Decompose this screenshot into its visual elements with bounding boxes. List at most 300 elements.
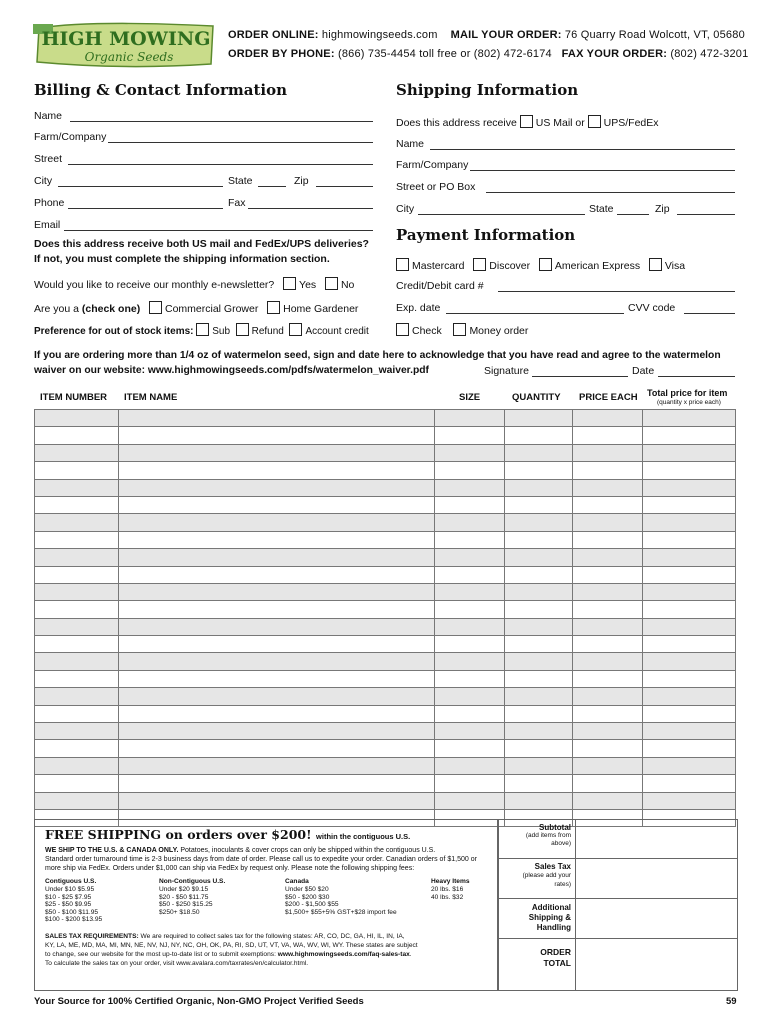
item-number-cell[interactable] [35, 705, 119, 722]
visa-label: Visa [664, 260, 686, 272]
item-number-cell[interactable] [35, 479, 119, 496]
free-shipping-heading [45, 826, 410, 844]
price-each-cell[interactable] [573, 514, 643, 531]
item-name-cell[interactable] [118, 670, 435, 687]
add-shipping-2: Shipping & [528, 913, 571, 922]
item-name-cell[interactable] [118, 410, 435, 427]
rate-row: $100 - $200 $13.95 [45, 916, 103, 924]
size-cell[interactable] [435, 444, 505, 461]
quantity-cell[interactable] [505, 549, 573, 566]
order-phone-value: (866) 735-4454 toll free or (802) 472-6174 [337, 48, 552, 60]
price-each-cell[interactable] [573, 549, 643, 566]
sales-tax-note-1: (please add your [522, 872, 571, 879]
high-mowing-logo [33, 18, 219, 70]
price-each-cell[interactable] [573, 462, 643, 479]
table-row [35, 601, 736, 618]
discover-checkbox[interactable] [473, 258, 486, 271]
table-row [35, 618, 736, 635]
ship-farm-label: Farm/Company [396, 159, 469, 171]
item-name-cell[interactable] [118, 531, 435, 548]
order-items-table [34, 409, 736, 827]
billing-farm-field[interactable] [108, 142, 373, 143]
price-each-cell[interactable] [573, 723, 643, 740]
size-cell[interactable] [435, 705, 505, 722]
discover-label: Discover [489, 260, 531, 272]
price-each-cell[interactable] [573, 618, 643, 635]
tax-line-3-text: to change, see our website for the most up-to-date list or to submit exemptions: [45, 951, 276, 958]
check-checkbox[interactable] [396, 323, 409, 336]
exp-date-field[interactable] [446, 313, 624, 314]
card-type-row [396, 258, 685, 272]
rate-row: $10 - $25 $7.95 [45, 893, 92, 901]
quantity-cell[interactable] [505, 792, 573, 809]
free-shipping-within: within the contiguous U.S. [316, 832, 411, 841]
money-order-label: Money order [469, 325, 529, 337]
table-row [35, 653, 736, 670]
total-price-cell[interactable] [643, 410, 736, 427]
table-row [35, 549, 736, 566]
billing-phone-label: Phone [34, 197, 65, 209]
ship-zip-field[interactable] [677, 214, 735, 215]
subtotal-cell [499, 823, 571, 848]
logo-line2: Organic Seeds [84, 50, 174, 64]
tax-line-2: KY, LA, ME, MD, MA, MI, MN, NE, NV, NJ, NY, NC, OH, OK, PA, RI, SD, UT, VT, VA, WA, WV, WI, WY. These states are subject [45, 942, 418, 949]
item-name-cell[interactable] [118, 601, 435, 618]
sub-label: Sub [212, 326, 231, 337]
size-cell[interactable] [435, 566, 505, 583]
quantity-cell[interactable] [505, 723, 573, 740]
billing-name-field[interactable] [70, 121, 373, 122]
us-mail-checkbox[interactable] [520, 115, 533, 128]
quantity-cell[interactable] [505, 670, 573, 687]
rate-row: $50 - $100 $11.95 [45, 908, 99, 916]
item-name-cell[interactable] [118, 688, 435, 705]
total-price-cell[interactable] [643, 636, 736, 653]
col-size: SIZE [459, 392, 481, 403]
total-price-cell[interactable] [643, 688, 736, 705]
newsletter-no-checkbox[interactable] [325, 277, 338, 290]
billing-farm-label: Farm/Company [34, 131, 107, 143]
table-row [35, 705, 736, 722]
free-shipping-title: FREE SHIPPING on orders over $200! [45, 827, 312, 842]
item-number-cell[interactable] [35, 688, 119, 705]
item-number-cell[interactable] [35, 723, 119, 740]
quantity-cell[interactable] [505, 636, 573, 653]
total-price-cell[interactable] [643, 670, 736, 687]
total-price-cell[interactable] [643, 444, 736, 461]
order-total-1: ORDER [540, 947, 571, 957]
rate-row: Under $10 $5.95 [45, 886, 95, 893]
item-name-cell[interactable] [118, 723, 435, 740]
item-number-cell[interactable] [35, 775, 119, 792]
table-row [35, 462, 736, 479]
item-name-cell[interactable] [118, 496, 435, 513]
quantity-cell[interactable] [505, 583, 573, 600]
total-price-cell[interactable] [643, 462, 736, 479]
waiver-date-field[interactable] [658, 376, 735, 377]
size-cell[interactable] [435, 653, 505, 670]
item-number-cell[interactable] [35, 496, 119, 513]
table-row [35, 688, 736, 705]
billing-name-label: Name [34, 110, 63, 122]
sales-tax-field[interactable] [577, 860, 735, 897]
billing-email-field[interactable] [64, 230, 373, 231]
total-price-cell[interactable] [643, 705, 736, 722]
total-price-cell[interactable] [643, 653, 736, 670]
ship-receive-row [396, 115, 659, 129]
quantity-cell[interactable] [505, 688, 573, 705]
noncontiguous-title: Non-Contiguous U.S. [159, 878, 226, 885]
ship-city-field[interactable] [418, 214, 585, 215]
ship-policy-line-3: more ship via FedEx. Orders under $1,000 can ship via FedEx by request only. Please note the following shipping fees: [45, 865, 415, 872]
item-name-cell[interactable] [118, 479, 435, 496]
size-cell[interactable] [435, 549, 505, 566]
order-total-2: TOTAL [543, 958, 571, 968]
item-name-cell[interactable] [118, 636, 435, 653]
size-cell[interactable] [435, 462, 505, 479]
billing-state-field[interactable] [258, 186, 286, 187]
price-each-cell[interactable] [573, 653, 643, 670]
add-shipping-field[interactable] [577, 900, 735, 937]
total-price-cell[interactable] [643, 740, 736, 757]
table-row [35, 757, 736, 774]
rate-row: $250+ $18.50 [159, 908, 200, 916]
col-item-name: ITEM NAME [124, 392, 178, 403]
subtotal-note-2: above) [551, 840, 571, 847]
billing-zip-field[interactable] [316, 186, 373, 187]
price-each-cell[interactable] [573, 583, 643, 600]
col-total: Total price for item [647, 388, 728, 398]
ups-fedex-label: UPS/FedEx [603, 117, 659, 129]
add-shipping-3: Handling [536, 923, 571, 932]
visa-checkbox[interactable] [649, 258, 662, 271]
total-price-cell[interactable] [643, 601, 736, 618]
quantity-cell[interactable] [505, 740, 573, 757]
card-number-field[interactable] [498, 291, 735, 292]
quantity-cell[interactable] [505, 618, 573, 635]
item-name-cell[interactable] [118, 653, 435, 670]
quantity-cell[interactable] [505, 705, 573, 722]
item-name-cell[interactable] [118, 705, 435, 722]
ship-street-label: Street or PO Box [396, 181, 476, 193]
contiguous-rates [45, 886, 102, 924]
size-cell[interactable] [435, 757, 505, 774]
item-number-cell[interactable] [35, 410, 119, 427]
item-number-cell[interactable] [35, 514, 119, 531]
mail-order-value: 76 Quarry Road Wolcott, VT, 05680 [564, 29, 745, 41]
size-cell[interactable] [435, 479, 505, 496]
price-each-cell[interactable] [573, 601, 643, 618]
page-number: 59 [726, 996, 737, 1007]
item-name-cell[interactable] [118, 775, 435, 792]
refund-label: Refund [251, 326, 284, 337]
price-each-cell[interactable] [573, 740, 643, 757]
size-cell[interactable] [435, 601, 505, 618]
size-cell[interactable] [435, 618, 505, 635]
price-each-cell[interactable] [573, 444, 643, 461]
quantity-cell[interactable] [505, 514, 573, 531]
item-number-cell[interactable] [35, 653, 119, 670]
billing-title: Billing & Contact Information [34, 81, 288, 99]
newsletter-no-label: No [340, 279, 355, 291]
billing-city-field[interactable] [58, 186, 223, 187]
newsletter-question: Would you like to receive our monthly e-newsletter? [34, 279, 275, 291]
order-total-field[interactable] [577, 940, 735, 988]
address-question-1: Does this address receive both US mail and FedEx/UPS deliveries? [34, 238, 369, 250]
size-cell[interactable] [435, 740, 505, 757]
total-price-cell[interactable] [643, 514, 736, 531]
table-row [35, 410, 736, 427]
stock-pref-label: Preference for out of stock items: [34, 326, 194, 337]
ship-name-label: Name [396, 138, 425, 150]
size-cell[interactable] [435, 410, 505, 427]
table-row [35, 479, 736, 496]
home-gardener-checkbox[interactable] [267, 301, 280, 314]
order-total-cell [499, 947, 571, 969]
canada-rates [285, 886, 397, 916]
table-row [35, 740, 736, 757]
billing-city-label: City [34, 175, 53, 187]
quantity-cell[interactable] [505, 775, 573, 792]
item-number-cell[interactable] [35, 618, 119, 635]
waiver-line-2: waiver on our website: www.highmowingseeds.com/pdfs/watermelon_waiver.pdf [34, 365, 429, 376]
heavy-rates [431, 886, 463, 901]
address-question-2: If not, you must complete the shipping information section. [34, 253, 330, 265]
price-each-cell[interactable] [573, 670, 643, 687]
ship-name-field[interactable] [430, 149, 735, 150]
size-cell[interactable] [435, 636, 505, 653]
totals-rule-2 [499, 898, 737, 899]
table-row [35, 444, 736, 461]
rate-row: $50 - $250 $15.25 [159, 901, 213, 909]
noncontiguous-rates [159, 886, 213, 916]
amex-label: American Express [554, 260, 641, 272]
canada-title: Canada [285, 878, 309, 885]
item-number-cell[interactable] [35, 583, 119, 600]
size-cell[interactable] [435, 583, 505, 600]
item-name-cell[interactable] [118, 514, 435, 531]
ship-receive-label: Does this address receive [396, 117, 517, 129]
size-cell[interactable] [435, 496, 505, 513]
footer-tagline: Your Source for 100% Certified Organic, Non-GMO Project Verified Seeds [34, 996, 364, 1007]
card-number-label: Credit/Debit card # [396, 280, 484, 292]
total-price-cell[interactable] [643, 723, 736, 740]
price-each-cell[interactable] [573, 688, 643, 705]
price-each-cell[interactable] [573, 531, 643, 548]
commercial-grower-label: Commercial Grower [165, 303, 259, 315]
item-name-cell[interactable] [118, 444, 435, 461]
item-name-cell[interactable] [118, 757, 435, 774]
price-each-cell[interactable] [573, 757, 643, 774]
total-price-cell[interactable] [643, 566, 736, 583]
billing-fax-field[interactable] [248, 208, 373, 209]
quantity-cell[interactable] [505, 496, 573, 513]
check-label: Check [412, 325, 442, 337]
col-item-number: ITEM NUMBER [40, 392, 108, 403]
signature-field[interactable] [532, 376, 628, 377]
total-price-cell[interactable] [643, 427, 736, 444]
free-shipping-box [34, 819, 498, 991]
ship-city-label: City [396, 203, 415, 215]
total-price-cell[interactable] [643, 479, 736, 496]
tax-bold: SALES TAX REQUIREMENTS: [45, 933, 139, 940]
total-price-cell[interactable] [643, 496, 736, 513]
item-name-cell[interactable] [118, 740, 435, 757]
item-name-cell[interactable] [118, 583, 435, 600]
table-row [35, 583, 736, 600]
ship-farm-field[interactable] [470, 170, 735, 171]
order-online-label: ORDER ONLINE: [228, 29, 319, 41]
ship-policy-line-2: Standard order turnaround time is 2-3 business days from date of order. Please call us to expedite your order. Canadian orders of $1,500 or [45, 856, 477, 863]
rate-row: $20 - $50 $11.75 [159, 893, 209, 901]
size-cell[interactable] [435, 531, 505, 548]
size-cell[interactable] [435, 670, 505, 687]
waiver-date-label: Date [632, 365, 655, 377]
table-row [35, 566, 736, 583]
cvv-field[interactable] [684, 313, 735, 314]
quantity-cell[interactable] [505, 566, 573, 583]
billing-fax-label: Fax [228, 197, 246, 209]
quantity-cell[interactable] [505, 462, 573, 479]
ups-fedex-checkbox[interactable] [588, 115, 601, 128]
item-number-cell[interactable] [35, 670, 119, 687]
money-order-checkbox[interactable] [453, 323, 466, 336]
mastercard-checkbox[interactable] [396, 258, 409, 271]
billing-street-label: Street [34, 153, 63, 165]
total-price-cell[interactable] [643, 775, 736, 792]
commercial-grower-checkbox[interactable] [149, 301, 162, 314]
ship-state-field[interactable] [617, 214, 649, 215]
col-price-each: PRICE EACH [579, 392, 638, 403]
price-each-cell[interactable] [573, 410, 643, 427]
total-price-cell[interactable] [643, 583, 736, 600]
quantity-cell[interactable] [505, 427, 573, 444]
newsletter-yes-checkbox[interactable] [283, 277, 296, 290]
item-name-cell[interactable] [118, 566, 435, 583]
price-each-cell[interactable] [573, 496, 643, 513]
tax-line-1-text: We are required to collect sales tax for the following states: AR, CO, DC, GA, HI, IL, IN, IA, [140, 933, 405, 940]
item-number-cell[interactable] [35, 792, 119, 809]
item-number-cell[interactable] [35, 444, 119, 461]
size-cell[interactable] [435, 688, 505, 705]
grower-type-row [34, 301, 358, 315]
item-name-cell[interactable] [118, 549, 435, 566]
size-cell[interactable] [435, 514, 505, 531]
item-name-cell[interactable] [118, 618, 435, 635]
col-total-sub: (quantity x price each) [657, 399, 721, 406]
totals-divider [575, 820, 576, 990]
price-each-cell[interactable] [573, 775, 643, 792]
size-cell[interactable] [435, 723, 505, 740]
item-number-cell[interactable] [35, 757, 119, 774]
ship-state-label: State [589, 203, 614, 215]
item-name-cell[interactable] [118, 792, 435, 809]
quantity-cell[interactable] [505, 410, 573, 427]
add-shipping-1: Additional [531, 903, 571, 912]
newsletter-yes-label: Yes [299, 279, 317, 291]
item-number-cell[interactable] [35, 740, 119, 757]
table-row [35, 723, 736, 740]
price-each-cell[interactable] [573, 566, 643, 583]
item-name-cell[interactable] [118, 462, 435, 479]
total-price-cell[interactable] [643, 792, 736, 809]
price-each-cell[interactable] [573, 479, 643, 496]
shipping-title: Shipping Information [396, 81, 579, 99]
item-number-cell[interactable] [35, 601, 119, 618]
sales-tax-note-2: rates) [554, 881, 571, 888]
add-shipping-cell [499, 903, 571, 933]
table-row [35, 792, 736, 809]
price-each-cell[interactable] [573, 427, 643, 444]
tax-faq-link[interactable]: www.highmowingseeds.com/faq-sales-tax [277, 951, 410, 958]
header-line-2 [228, 48, 748, 60]
payment-title: Payment Information [396, 226, 576, 244]
size-cell[interactable] [435, 775, 505, 792]
total-price-cell[interactable] [643, 618, 736, 635]
price-each-cell[interactable] [573, 636, 643, 653]
table-row [35, 775, 736, 792]
rate-row: 20 lbs. $16 [431, 886, 464, 893]
amex-checkbox[interactable] [539, 258, 552, 271]
mail-order-label: MAIL YOUR ORDER: [450, 29, 562, 41]
quantity-cell[interactable] [505, 444, 573, 461]
quantity-cell[interactable] [505, 653, 573, 670]
order-online-value[interactable]: highmowingseeds.com [321, 29, 438, 41]
item-number-cell[interactable] [35, 549, 119, 566]
table-row [35, 636, 736, 653]
item-number-cell[interactable] [35, 566, 119, 583]
billing-phone-field[interactable] [68, 208, 223, 209]
total-price-cell[interactable] [643, 549, 736, 566]
item-number-cell[interactable] [35, 462, 119, 479]
ship-zip-label: Zip [655, 203, 670, 215]
quantity-cell[interactable] [505, 601, 573, 618]
rate-row: Under $20 $9.15 [159, 886, 209, 893]
tax-line-3: to change, see our website for the most up-to-date list or to submit exemptions: www.highmowingseeds.com/faq-sales-tax. [45, 951, 412, 958]
subtotal-field[interactable] [577, 822, 735, 857]
account-credit-checkbox[interactable] [289, 323, 302, 336]
exp-date-label: Exp. date [396, 302, 441, 314]
tax-line-4: To calculate the sales tax on your order, visit www.avalara.com/taxrates/en/calculator.html. [45, 960, 309, 967]
quantity-cell[interactable] [505, 479, 573, 496]
item-number-cell[interactable] [35, 636, 119, 653]
item-number-cell[interactable] [35, 427, 119, 444]
sub-checkbox[interactable] [196, 323, 209, 336]
item-number-cell[interactable] [35, 531, 119, 548]
logo-line1: HIGH MOWING [41, 28, 211, 50]
quantity-cell[interactable] [505, 757, 573, 774]
heavy-title: Heavy Items [431, 878, 470, 885]
size-cell[interactable] [435, 792, 505, 809]
billing-street-field[interactable] [68, 164, 373, 165]
price-each-cell[interactable] [573, 705, 643, 722]
waiver-line-1: If you are ordering more than 1/4 oz of watermelon seed, sign and date here to acknowledge that you have read and agree to the watermelon [34, 350, 721, 361]
account-credit-label: Account credit [305, 326, 369, 337]
rate-row: $50 - $200 $30 [285, 893, 330, 901]
rate-row: $200 - $1,500 $55 [285, 901, 339, 909]
total-price-cell[interactable] [643, 531, 736, 548]
size-cell[interactable] [435, 427, 505, 444]
sales-tax-cell [499, 862, 571, 889]
refund-checkbox[interactable] [236, 323, 249, 336]
order-phone-label: ORDER BY PHONE: [228, 48, 335, 60]
table-row [35, 427, 736, 444]
total-price-cell[interactable] [643, 757, 736, 774]
item-name-cell[interactable] [118, 427, 435, 444]
quantity-cell[interactable] [505, 531, 573, 548]
price-each-cell[interactable] [573, 792, 643, 809]
ship-street-field[interactable] [486, 192, 735, 193]
